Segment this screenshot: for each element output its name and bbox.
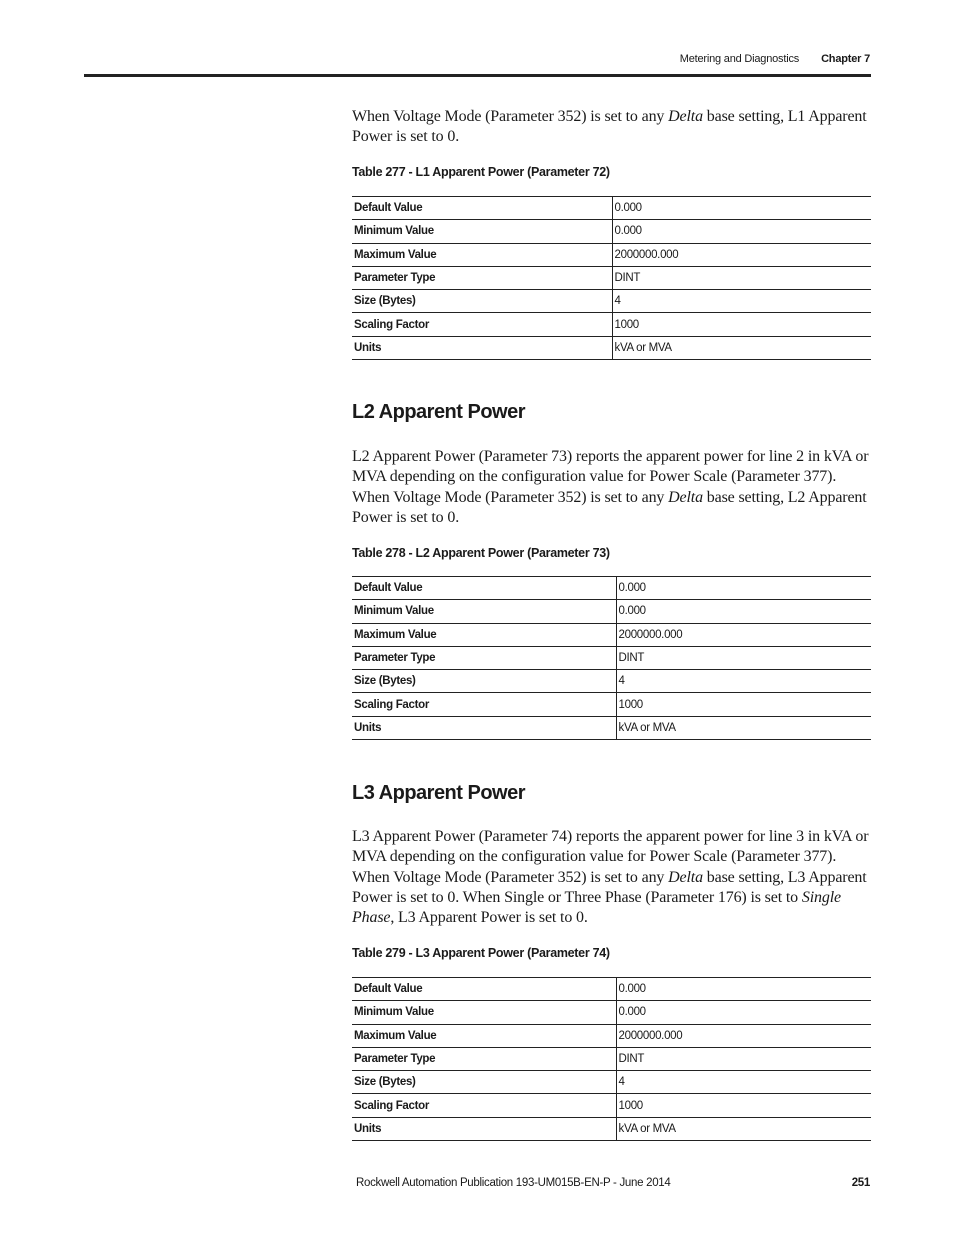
param-value-cell: 2000000.000 [612, 243, 871, 266]
l2-text-1: L2 Apparent Power (Parameter 73) reports the apparent power for line 2 in kVA or MVA depending on the configuration value for Power Scale (Parameter 377). When Voltage Mode (Parameter 352) is set to any [352, 448, 869, 506]
intro-italic: Delta [668, 108, 703, 125]
param-label-cell: Parameter Type [352, 266, 612, 289]
l2-italic: Delta [668, 488, 703, 506]
param-value-cell: 4 [612, 290, 871, 313]
table-row [352, 197, 871, 220]
parameter-table-279 [352, 977, 871, 1141]
section-heading-l3: L3 Apparent Power [352, 782, 526, 804]
table-row [352, 623, 871, 646]
table-row [352, 1117, 871, 1140]
param-label-cell: Maximum Value [352, 1024, 616, 1047]
intro-paragraph [352, 107, 871, 148]
table-279-caption: Table 279 - L3 Apparent Power (Parameter 74) [352, 946, 610, 960]
l3-italic-1: Delta [668, 868, 703, 886]
param-label-cell: Scaling Factor [352, 693, 616, 716]
l3-paragraph-block [352, 827, 871, 928]
table-row [352, 1094, 871, 1117]
param-value-cell: 2000000.000 [616, 623, 871, 646]
param-value-cell: 1000 [616, 1094, 871, 1117]
param-label-cell: Size (Bytes) [352, 290, 612, 313]
table-row [352, 1071, 871, 1094]
l3-heading-block [352, 782, 871, 805]
param-value-cell: 4 [616, 1071, 871, 1094]
footer-publication: Rockwell Automation Publication 193-UM015B-EN-P - June 2014 [356, 1177, 671, 1189]
param-label-cell: Default Value [352, 978, 616, 1001]
table-row [352, 266, 871, 289]
table-row [352, 670, 871, 693]
param-value-cell: kVA or MVA [616, 716, 871, 739]
param-label-cell: Size (Bytes) [352, 1071, 616, 1094]
table-279-block [352, 977, 871, 1141]
param-label-cell: Maximum Value [352, 623, 616, 646]
running-header [680, 53, 870, 65]
param-value-cell: DINT [612, 266, 871, 289]
param-value-cell: 0.000 [616, 978, 871, 1001]
header-section-title: Metering and Diagnostics [679, 53, 800, 65]
param-label-cell: Parameter Type [352, 646, 616, 669]
param-label-cell: Scaling Factor [352, 1094, 616, 1117]
table-277-caption: Table 277 - L1 Apparent Power (Parameter 72) [352, 165, 610, 179]
l2-paragraph [352, 447, 871, 528]
table-row [352, 313, 871, 336]
table-277-caption-block [352, 165, 871, 179]
l2-text-2: base setting, L2 Apparent Power is set to 0. [352, 488, 867, 526]
param-label-cell: Units [352, 716, 616, 739]
param-value-cell: 0.000 [612, 197, 871, 220]
parameter-table-277 [352, 196, 871, 360]
section-heading-l2: L2 Apparent Power [352, 401, 526, 423]
table-row [352, 716, 871, 739]
param-label-cell: Minimum Value [352, 600, 616, 623]
l3-italic-2: Single Phase [352, 888, 841, 927]
param-value-cell: 2000000.000 [616, 1024, 871, 1047]
param-label-cell: Units [352, 336, 612, 359]
table-row [352, 220, 871, 243]
parameter-table-278 [352, 576, 871, 740]
param-value-cell: 1000 [616, 693, 871, 716]
header-chapter-label: Chapter 7 [821, 53, 870, 65]
param-value-cell: 0.000 [612, 220, 871, 243]
param-label-cell: Units [352, 1117, 616, 1140]
param-label-cell: Minimum Value [352, 1001, 616, 1024]
param-value-cell: 4 [616, 670, 871, 693]
page-number: 251 [851, 1177, 870, 1189]
param-value-cell: 0.000 [616, 600, 871, 623]
intro-block [352, 107, 871, 148]
l2-heading-block [352, 401, 871, 424]
param-value-cell: DINT [616, 646, 871, 669]
param-label-cell: Scaling Factor [352, 313, 612, 336]
table-row [352, 600, 871, 623]
table-278-caption-block [352, 546, 871, 560]
l3-text-3: , L3 Apparent Power is set to 0. [390, 909, 588, 927]
param-label-cell: Minimum Value [352, 220, 612, 243]
param-value-cell: kVA or MVA [612, 336, 871, 359]
table-278-block [352, 576, 871, 740]
table-row [352, 577, 871, 600]
param-value-cell: DINT [616, 1047, 871, 1070]
table-row [352, 978, 871, 1001]
table-279-caption-block [352, 946, 871, 960]
param-label-cell: Default Value [352, 577, 616, 600]
header-rule [84, 74, 871, 77]
param-value-cell: kVA or MVA [616, 1117, 871, 1140]
param-label-cell: Maximum Value [352, 243, 612, 266]
param-label-cell: Size (Bytes) [352, 670, 616, 693]
table-row [352, 1001, 871, 1024]
table-row [352, 1047, 871, 1070]
l3-text-1: L3 Apparent Power (Parameter 74) reports the apparent power for line 3 in kVA or MVA depending on the configuration value for Power Scale (Parameter 377). When Voltage Mode (Parameter 352) is set to any [352, 828, 869, 886]
table-row [352, 243, 871, 266]
param-label-cell: Parameter Type [352, 1047, 616, 1070]
param-value-cell: 0.000 [616, 577, 871, 600]
param-value-cell: 1000 [612, 313, 871, 336]
param-value-cell: 0.000 [616, 1001, 871, 1024]
table-row [352, 646, 871, 669]
intro-text-1: When Voltage Mode (Parameter 352) is set to any [352, 108, 669, 125]
intro-text-2: base setting, L1 Apparent Power is set to 0. [352, 108, 867, 146]
table-row [352, 1024, 871, 1047]
table-277-block [352, 196, 871, 360]
l3-paragraph [352, 827, 871, 928]
table-278-caption: Table 278 - L2 Apparent Power (Parameter 73) [352, 546, 610, 560]
table-row [352, 693, 871, 716]
l3-text-2: base setting, L3 Apparent Power is set to 0. When Single or Three Phase (Parameter 176) is set to [352, 868, 867, 906]
table-row [352, 290, 871, 313]
param-label-cell: Default Value [352, 197, 612, 220]
table-row [352, 336, 871, 359]
l2-paragraph-block [352, 447, 871, 528]
